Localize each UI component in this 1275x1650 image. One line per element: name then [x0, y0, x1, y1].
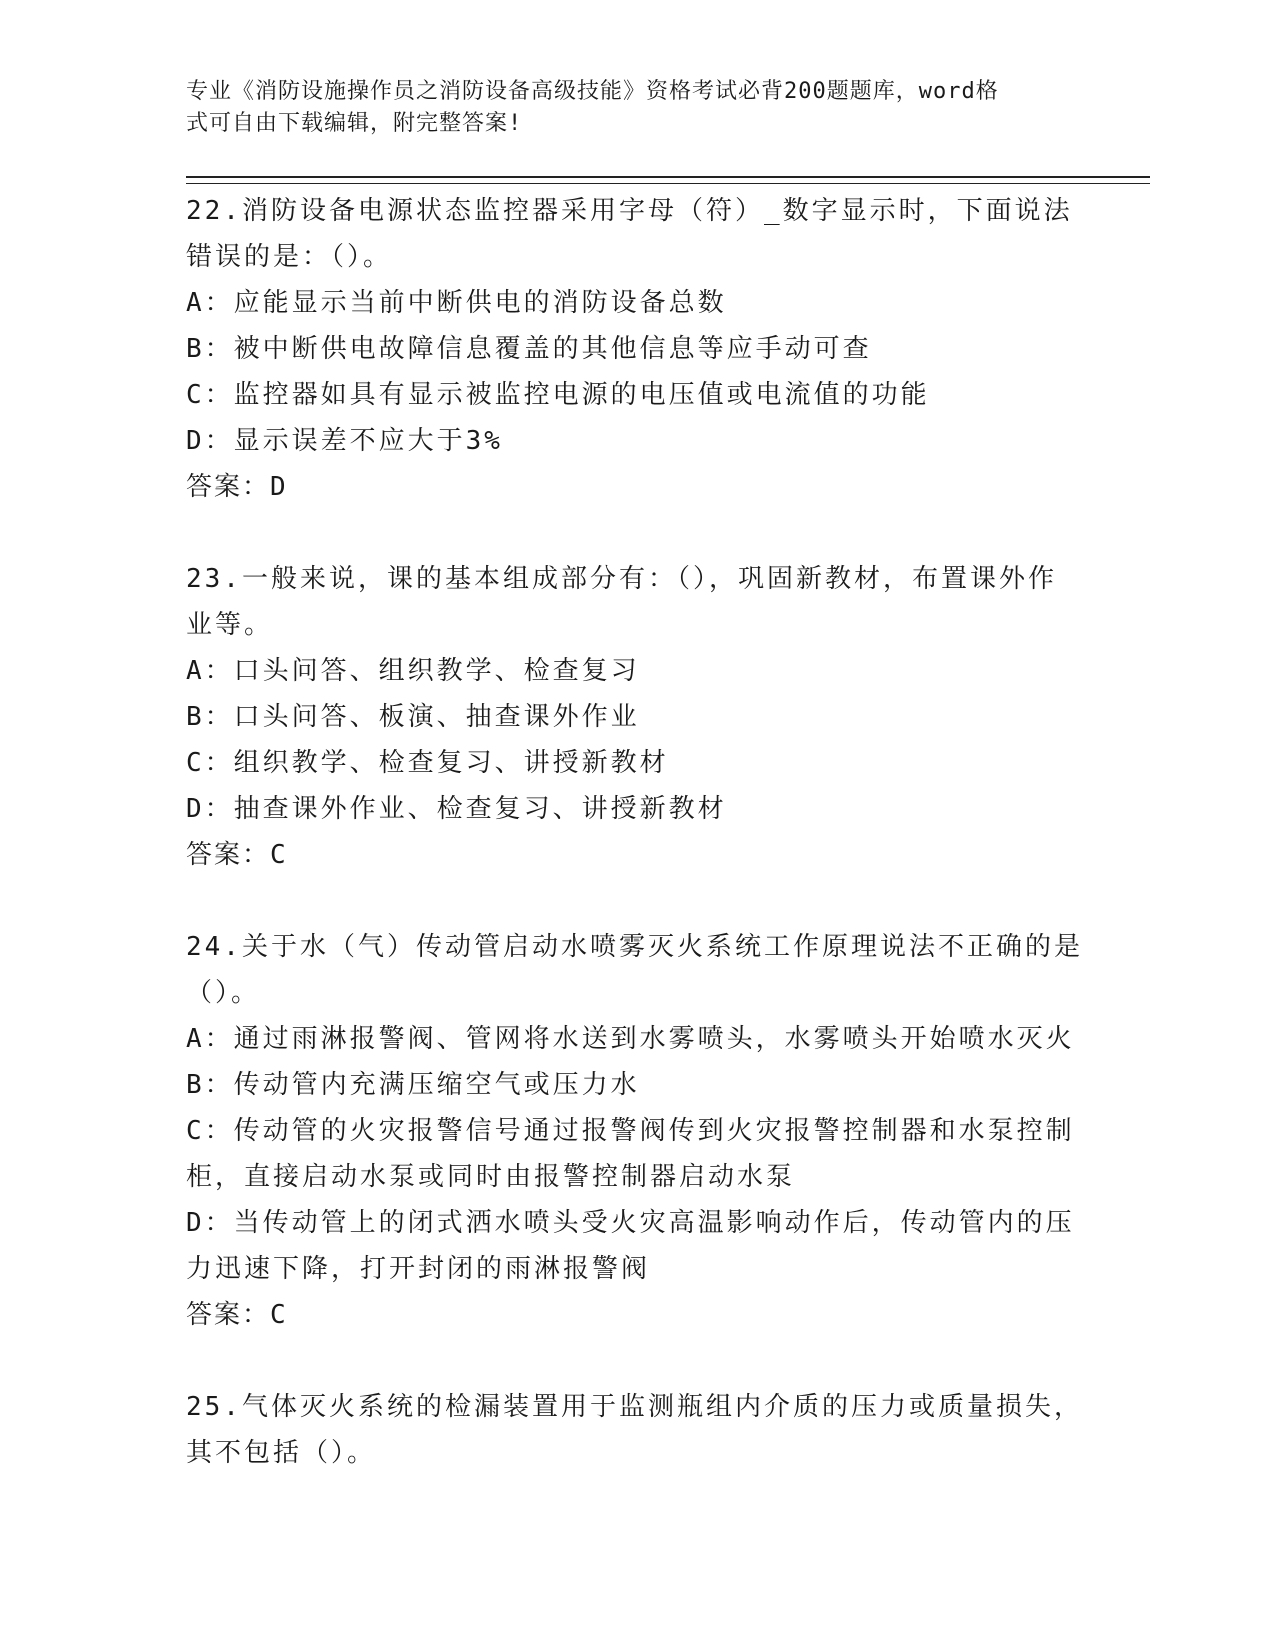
question-spacer: [186, 1338, 1076, 1384]
question-stem: 其不包括（）。: [186, 1438, 377, 1468]
question-spacer: [186, 878, 1076, 924]
question-23: [186, 556, 1076, 878]
header-divider-thin: [186, 183, 1150, 184]
option-a: A：通过雨淋报警阀、管网将水送到水雾喷头，水雾喷头开始喷水灭火: [186, 1024, 1075, 1054]
question-list: [186, 188, 1083, 1476]
option-d: D：抽查课外作业、检查复习、讲授新教材: [186, 794, 727, 824]
option-b: B：传动管内充满压缩空气或压力水: [186, 1070, 640, 1100]
question-stem: 错误的是：（）。: [186, 242, 393, 272]
answer: 答案：D: [186, 472, 288, 502]
option-d: D：显示误差不应大于3%: [186, 426, 503, 456]
question-stem: 23.一般来说，课的基本组成部分有：（），巩固新教材，布置课外作: [186, 564, 1057, 594]
question-stem: 22.消防设备电源状态监控器采用字母（符）_数字显示时，下面说法: [186, 196, 1073, 226]
option-a: A：应能显示当前中断供电的消防设备总数: [186, 288, 727, 318]
option-c: C：组织教学、检查复习、讲授新教材: [186, 748, 669, 778]
answer: 答案：C: [186, 840, 288, 870]
document-header: [186, 76, 1066, 140]
question-25: [186, 1384, 1083, 1476]
answer: 答案：C: [186, 1300, 288, 1330]
header-line-2: 式可自由下载编辑，附完整答案!: [186, 111, 523, 136]
option-d-continued: 力迅速下降，打开封闭的雨淋报警阀: [186, 1254, 651, 1284]
option-d: D：当传动管上的闭式洒水喷头受火灾高温影响动作后，传动管内的压: [186, 1208, 1075, 1238]
question-stem: 业等。: [186, 610, 274, 640]
option-b: B：口头问答、板演、抽查课外作业: [186, 702, 640, 732]
option-c: C：监控器如具有显示被监控电源的电压值或电流值的功能: [186, 380, 930, 410]
header-line-1: 专业《消防设施操作员之消防设备高级技能》资格考试必背200题题库，word格: [186, 79, 999, 104]
question-stem: （）。: [186, 978, 261, 1008]
header-divider-thick: [186, 176, 1150, 178]
question-stem: 24.关于水（气）传动管启动水喷雾灭火系统工作原理说法不正确的是: [186, 932, 1083, 962]
question-24: [186, 924, 1083, 1338]
option-b: B：被中断供电故障信息覆盖的其他信息等应手动可查: [186, 334, 872, 364]
option-c-continued: 柜，直接启动水泵或同时由报警控制器启动水泵: [186, 1162, 796, 1192]
option-c: C：传动管的火灾报警信号通过报警阀传到火灾报警控制器和水泵控制: [186, 1116, 1075, 1146]
question-stem: 25.气体灭火系统的检漏装置用于监测瓶组内介质的压力或质量损失，: [186, 1392, 1083, 1422]
question-spacer: [186, 510, 1076, 556]
question-22: [186, 188, 1076, 510]
option-a: A：口头问答、组织教学、检查复习: [186, 656, 640, 686]
